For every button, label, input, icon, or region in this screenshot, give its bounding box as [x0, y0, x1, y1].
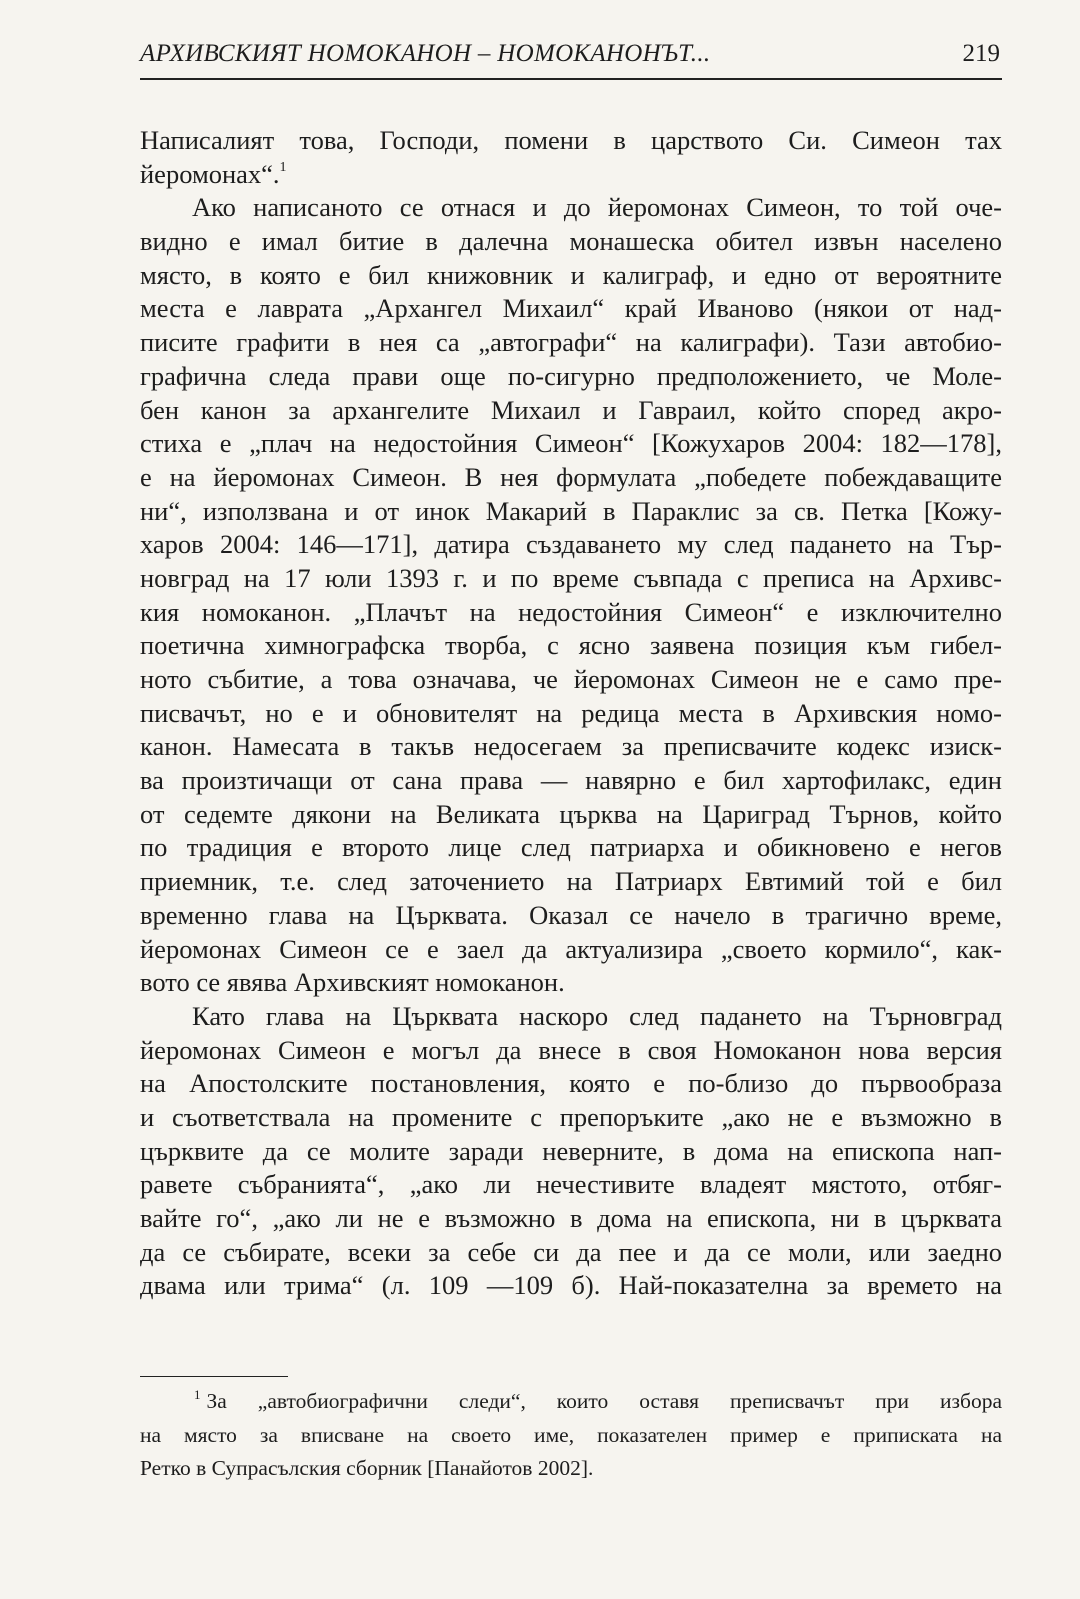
- text-line: места е лаврата „Архангел Михаил“ край Иваново (някои от над-: [140, 293, 1002, 324]
- text-line: поетична химнографска творба, с ясно заявена позиция към гибел-: [140, 630, 1002, 661]
- text-line: вайте го“, „ако ли не е възможно в дома на епископа, ни в църквата: [140, 1203, 1002, 1233]
- text-line: вото се явява Архивският номоканон.: [140, 967, 565, 998]
- text-line: бен канон за архангелите Михаил и Гавраил, който според акро-: [140, 394, 1002, 425]
- text-line: харов 2004: 146—171], датира създаването му след падането на Тър-: [140, 529, 1002, 560]
- body-text: [140, 124, 1002, 1303]
- text-line: временно глава на Църквата. Оказал се начело в трагично време,: [140, 899, 1002, 930]
- text-line: [140, 158, 1002, 192]
- page-number: 219: [962, 40, 1000, 67]
- text-line: църквите да се молите заради неверните, в дома на епископа нап-: [140, 1135, 1002, 1166]
- text-line: стиха е „плач на недостойния Симеон“ [Кожухаров 2004: 182—178],: [140, 428, 1002, 459]
- footnote-divider: [140, 1376, 288, 1377]
- text-line: видно е имал битие в далечна монашеска обител извън населено: [140, 226, 1002, 257]
- text-line: Като глава на Църквата наскоро след падането на Търновград: [192, 1000, 1002, 1031]
- text-line: ва произтичащи от сана права — навярно е бил хартофилакс, един: [140, 765, 1002, 796]
- text-line: графична следа прави още по-сигурно предположението, че Моле-: [140, 360, 1002, 391]
- text-line: приемник, т.е. след заточението на Патриарх Евтимий той е бил: [140, 866, 1002, 897]
- running-head: [140, 38, 1002, 80]
- text-line: писвачът, но е и обновителят на редица места в Архивския номо-: [140, 697, 1002, 728]
- text-line: Ако написаното се отнася и до йеромонах Симеон, то той оче-: [192, 192, 1002, 223]
- footnote-line: Ретко в Супрасълския сборник [Панайотов 2002].: [140, 1456, 594, 1481]
- footnote: [140, 1386, 1002, 1487]
- text-line: на Апостолските постановления, която е по-близо до първообраза: [140, 1068, 1002, 1099]
- text-line: по традиция е второто лице след патриарха и обикновено е негов: [140, 832, 1002, 863]
- text-line: йеромонах Симеон е могъл да внесе в своя Номоканон нова версия: [140, 1034, 1002, 1065]
- footnote-marker: 1: [194, 1387, 201, 1402]
- footnote-line-content: За „автобиографични следи“, които оставя преписвачът при избора: [206, 1389, 1002, 1413]
- text-line: кия номоканон. „Плачът на недостойния Симеон“ е изключително: [140, 596, 1002, 627]
- text-line: писите графити в нея са „автографи“ на калиграфи). Тази автобио-: [140, 327, 1002, 358]
- text-line: равете събранията“, „ако ли нечестивите владеят мястото, отбяг-: [140, 1169, 1002, 1200]
- footnote-line: на място за вписване на своето име, показателен пример е приписката на: [140, 1422, 1002, 1447]
- text-line: ното събитие, а това означава, че йеромонах Симеон не е само пре-: [140, 664, 1002, 694]
- text-line: ни“, използвана и от инок Макарий в Параклис за св. Петка [Кожу-: [140, 495, 1002, 526]
- text-line: Написалият това, Господи, помени в царството Си. Симеон тах: [140, 125, 1002, 155]
- text-line: да се събирате, всеки за себе си да пее и да се моли, или заедно: [140, 1236, 1002, 1267]
- text-line: и съответствала на промените с препоръките „ако не е възможно в: [140, 1101, 1002, 1132]
- text-line: от седемте дякони на Великата църква на Цариград Търнов, който: [140, 798, 1002, 829]
- footnote-line: [140, 1386, 1002, 1420]
- text-line: е на йеромонах Симеон. В нея формулата „победете побеждаващите: [140, 461, 1002, 492]
- running-title: АРХИВСКИЯТ НОМОКАНОН – НОМОКАНОНЪТ...: [140, 40, 711, 67]
- text-line-content: йеромонах“.: [140, 158, 280, 189]
- text-line: новград на 17 юли 1393 г. и по време съвпада с преписа на Архивс-: [140, 562, 1002, 593]
- text-line: място, в която е бил книжовник и калиграф, и едно от вероятните: [140, 259, 1002, 290]
- text-line: двама или трима“ (л. 109 —109 б). Най-показателна за времето на: [140, 1270, 1002, 1301]
- footnote-reference[interactable]: 1: [279, 159, 287, 175]
- text-line: канон. Намесата в такъв недосегаем за преписвачите кодекс изиск-: [140, 731, 1002, 762]
- text-line: йеромонах Симеон се е заел да актуализира „своето кормило“, как-: [140, 933, 1002, 964]
